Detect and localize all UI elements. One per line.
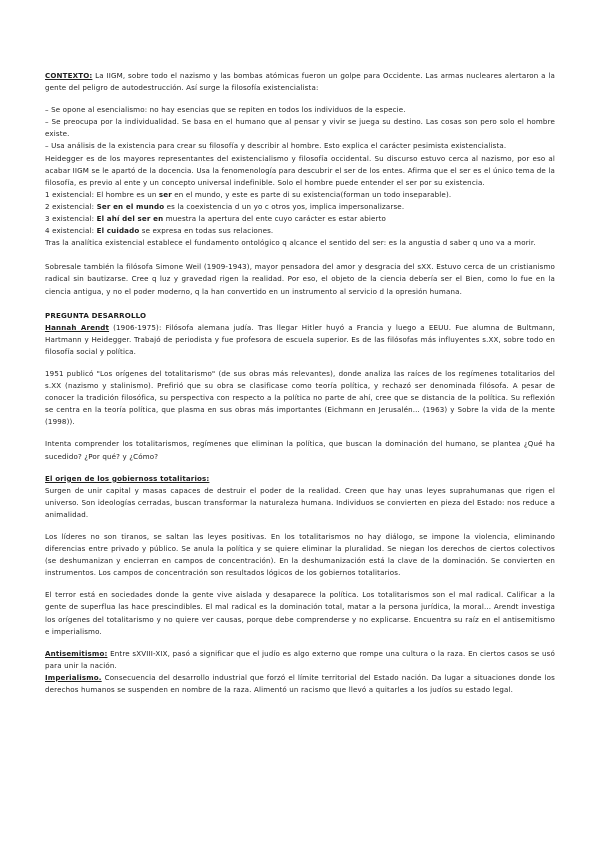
bullet-individualidad: – Se preocupa por la individualidad. Se basa en el humano que al pensar y vivir se juega su destino. Las cosas son pero solo el hombre existe. (45, 117, 555, 139)
existencial-3: 3 existencial: El ahí del ser en muestra la apertura del ente cuyo carácter es estar abierto (45, 214, 387, 224)
intenta-paragraph: Intenta comprender los totalitarismos, regímenes que eliminan la política, que buscan la dominación del humano, se plantea ¿Qué ha sucedido? ¿Por qué? y ¿Cómo? (45, 439, 555, 461)
existencial-4: 4 existencial: El cuidado se expresa en todas sus relaciones. (45, 226, 274, 236)
origen-paragraph-3: El terror está en sociedades donde la gente vive aislada y desaparece la política. Los totalitarismos son el mal radical. Calificar a la gente de superflua las hace prescindibles. El mal radical es la dominación total, matar a la persona jurídica, la moral... Arendt investiga los orígenes del totalitarismo y no quiere ver causas, porque debe comprenderse y no explicarse. Encuentra su raíz en el antisemitismo e imperialismo. (45, 590, 555, 636)
contexto-intro: La IIGM, sobre todo el nazismo y las bombas atómicas fueron un golpe para Occidente. Las armas nucleares alertaron a la gente del peligro de autodestrucción. Así surge la filosofía existencialista: (45, 71, 555, 93)
origen-heading: El origen de los gobiernoss totalitarios: (45, 473, 210, 483)
origen-paragraph-1: Surgen de unir capital y masas capaces de destruir el poder de la realidad. Creen que hay unas leyes suprahumanas que rigen el universo. Son ideologías cerradas, buscan transformar la naturaleza humana. Individuos se convierten en pieza del Estado: nos reduce a animalidad. (45, 485, 555, 519)
obra-1951-paragraph: 1951 publicó "Los orígenes del totalitarismo" (de sus obras más relevantes), donde analiza las raíces de los regímenes totalitarios del s.XX (nazismo y stalinismo). Prefirió que su obra se clasificase como teoría política, y rechazó ser denominada filósofa. A pesar de conocer la tradición filosófica, su perspectiva con respecto a la política no parte de ahí, cree que se distancia de la política. Su reflexión se centra en la teoría política, que plasma en sus obras más importantes (Eichmann en Jerusalén... (1963) y Sobre la vida de la mente (1998)). (45, 368, 555, 427)
antisemitismo-paragraph: Antisemitismo: Entre sXVIII-XIX, pasó a significar que el judío es algo externo que rompe una cultura o la raza. En ciertos casos se usó para unir la nación. (45, 648, 555, 670)
bullet-esencialismo: – Se opone al esencialismo: no hay esencias que se repiten en todos los individuos de la especie. (45, 105, 406, 115)
bullet-analisis: – Usa análisis de la existencia para crear su filosofía y describir al hombre. Esto explica el carácter pesimista existencialista. (45, 141, 507, 151)
heidegger-paragraph: Heidegger es de los mayores representantes del existencialismo y filosofía occidental. Su discurso estuvo cerca al nazismo, por eso al acabar IIGM se le apartó de la docencia. Usa la fenomenología para descubrir el ser de los entes. Afirma que el ser es el único tema de la filosofía, es previo al ente y un concepto universal indefinible. Solo el hombre puede entender el ser por su existencia. (45, 153, 555, 187)
existencial-2: 2 existencial: Ser en el mundo es la coexistencia d un yo c otros yos, implica impersonalizarse. (45, 201, 405, 211)
imperialismo-paragraph: Imperialismo. Consecuencia del desarrollo industrial que forzó el límite territorial del Estado nación. Da lugar a situaciones donde los derechos humanos se suspenden en nombre de la raza. Alimentó un racismo que llevó a quitarles a los judíos su estado legal. (45, 672, 555, 695)
pregunta-heading: PREGUNTA DESARROLLO (45, 310, 147, 320)
analitica-paragraph: Tras la analítica existencial establece el fundamento ontológico q alcance el sentido del ser: es la angustia d saber q uno va a morir. (45, 238, 536, 248)
weil-paragraph: Sobresale también la filósofa Simone Weil (1909-1943), mayor pensadora del amor y desgracia del sXX. Estuvo cerca de un cristianismo radical sin bautizarse. Cree q luz y gravedad rigen la realidad. Por eso, el objeto de la ciencia debería ser el Bien, como lo fue en la ciencia antigua, y no el poder moderno, q la han convertido en un instrumento al servicio d la opresión humana. (45, 262, 555, 296)
contexto-label: CONTEXTO: (45, 71, 93, 80)
arendt-paragraph: Hannah Arendt (1906-1975): Filósofa alemana judía. Tras llegar Hitler huyó a Francia y luego a EEUU. Fue alumna de Bultmann, Hartmann y Heidegger. Trabajó de periodista y fue profesora de escuela superior. Es de las filósofas más influyentes s.XX, sobre todo en filosofía social y política. (45, 322, 555, 356)
contexto-paragraph (45, 70, 555, 94)
existencial-1: 1 existencial: El hombre es un ser en el mundo, y este es parte di su existencia(forman un todo inseparable). (45, 189, 452, 199)
origen-paragraph-2: Los líderes no son tiranos, se saltan las leyes positivas. En los totalitarismos no hay diálogo, se impone la violencia, eliminando diferencias entre privado y público. Se anula la política y se quiere eliminar la pluralidad. Se niegan los derechos de ciertos colectivos (se deshumanizan y encierran en campos de concentración). En la deshumanización está la clave de la dominación. Se convierten en instrumentos. Los campos de concentración son resultados lógicos de los gobiernos totalitarios. (45, 532, 555, 578)
document-page (45, 70, 555, 696)
arendt-name: Hannah Arendt (45, 322, 110, 332)
